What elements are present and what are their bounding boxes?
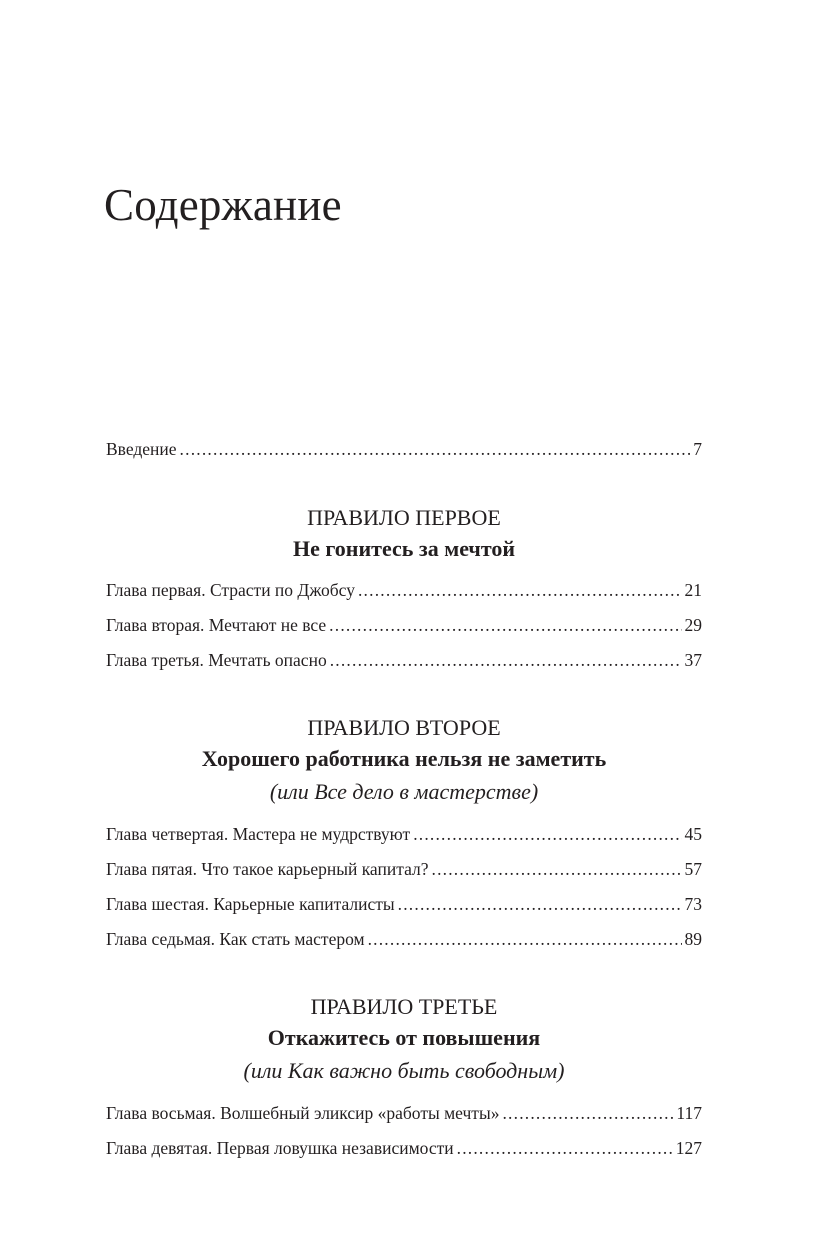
part-2-subtitle: Хорошего работника нельзя не заметить [201, 746, 607, 771]
toc-entry-label: Глава четвертая. Мастера не мудрствуют [106, 824, 411, 844]
toc-entry-chapter-8[interactable] [106, 1096, 702, 1131]
toc-entry-label: Глава седьмая. Как стать мастером [106, 929, 365, 949]
toc-entry-label: Введение [106, 439, 177, 459]
toc-entry-page: 29 [684, 615, 702, 635]
dot-leader [413, 817, 681, 852]
toc-entry-page: 73 [684, 894, 702, 914]
toc-entry-page: 21 [684, 580, 702, 600]
toc-entry-label: Глава пятая. Что такое карьерный капитал? [106, 859, 429, 879]
part-1-rule-title: ПРАВИЛО ПЕРВОЕ [307, 505, 501, 530]
dot-leader [398, 887, 682, 922]
toc-entry-page: 57 [684, 859, 702, 879]
dot-leader [180, 430, 691, 468]
toc-entry-chapter-4[interactable] [106, 817, 702, 852]
toc-entry-chapter-7[interactable] [106, 922, 702, 957]
toc-entry-chapter-5[interactable] [106, 852, 702, 887]
toc-entry-label: Глава третья. Мечтать опасно [106, 650, 327, 670]
toc-entry-page: 127 [675, 1138, 702, 1158]
dot-leader [358, 573, 682, 608]
toc-entry-label: Глава девятая. Первая ловушка независимости [106, 1138, 454, 1158]
part-3-rule-title: ПРАВИЛО ТРЕТЬЕ [310, 994, 498, 1019]
part-1-subtitle: Не гонитесь за мечтой [292, 536, 516, 561]
part-3-subtitle: Откажитесь от повышения [267, 1025, 541, 1050]
toc-entry-page: 117 [676, 1103, 702, 1123]
part-2-spacer [106, 809, 702, 817]
dot-leader [329, 608, 681, 643]
part-3-spacer [106, 1088, 702, 1096]
part-2-note: (или Все дело в мастерстве) [269, 779, 539, 804]
toc-entry-chapter-9[interactable] [106, 1131, 702, 1166]
dot-leader [368, 922, 682, 957]
toc-entry-chapter-2[interactable] [106, 608, 702, 643]
toc-entry-page: 45 [684, 824, 702, 844]
toc-entry-chapter-1[interactable] [106, 573, 702, 608]
page-title: Содержание [104, 180, 342, 230]
toc-entry-chapter-6[interactable] [106, 887, 702, 922]
toc-entry-label: Глава первая. Страсти по Джобсу [106, 580, 355, 600]
toc-entry-page: 7 [693, 439, 702, 459]
toc-entry-intro[interactable] [106, 430, 702, 468]
toc-entry-chapter-3[interactable] [106, 643, 702, 678]
toc-entry-page: 37 [684, 650, 702, 670]
part-1-spacer [106, 565, 702, 573]
dot-leader [330, 643, 682, 678]
part-2-rule-title: ПРАВИЛО ВТОРОЕ [307, 715, 501, 740]
toc-entry-label: Глава восьмая. Волшебный эликсир «работы мечты» [106, 1103, 500, 1123]
part-3-note: (или Как важно быть свободным) [243, 1058, 565, 1083]
dot-leader [502, 1096, 673, 1131]
toc-entry-label: Глава вторая. Мечтают не все [106, 615, 327, 635]
table-of-contents [106, 430, 702, 1166]
toc-entry-label: Глава шестая. Карьерные капиталисты [106, 894, 395, 914]
toc-entry-page: 89 [684, 929, 702, 949]
dot-leader [432, 852, 682, 887]
dot-leader [457, 1131, 673, 1166]
